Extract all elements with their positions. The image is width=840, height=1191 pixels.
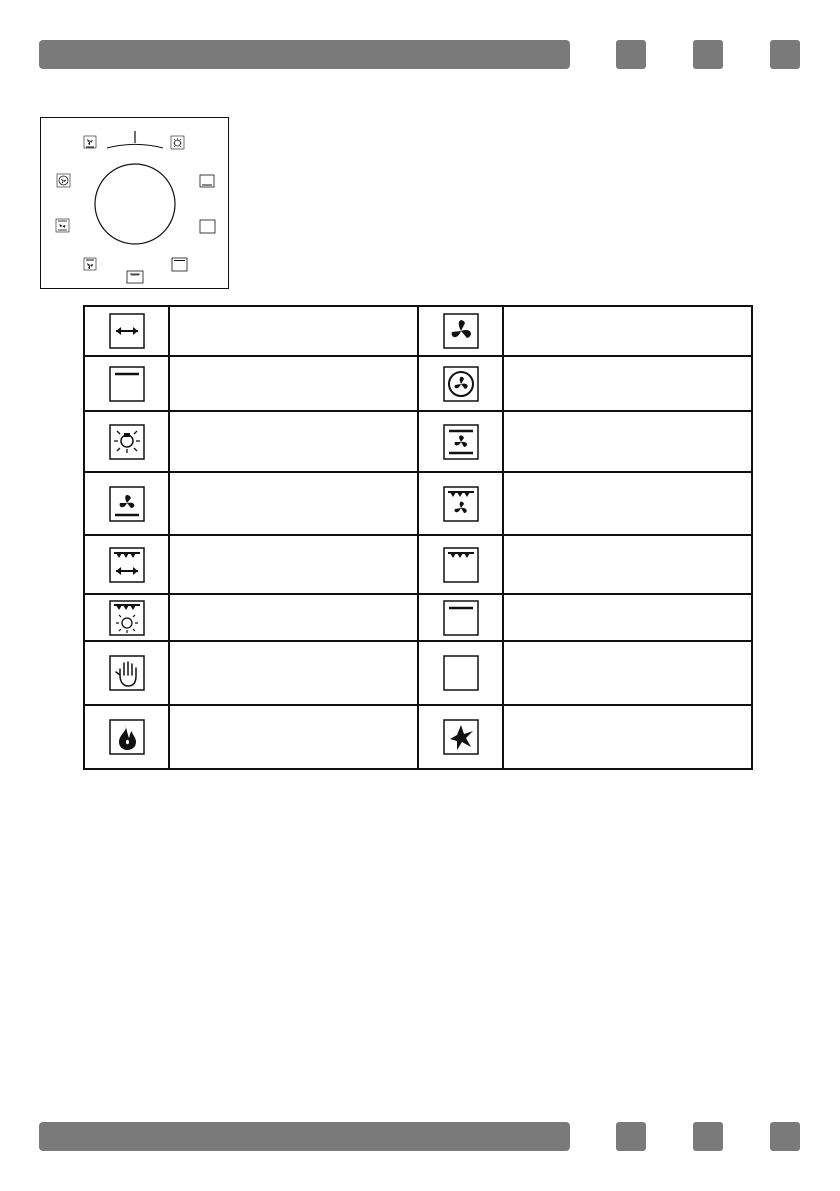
header-square-3 xyxy=(770,40,800,69)
top-heat-icon xyxy=(172,258,187,271)
defrost-arrows-icon xyxy=(109,313,145,349)
top-bottom-fan-icon xyxy=(443,424,479,460)
flame-icon xyxy=(109,719,145,755)
footer-square-3 xyxy=(770,1122,800,1151)
footer-bar xyxy=(39,1122,570,1151)
legend-row xyxy=(84,535,752,594)
oven-functions-legend xyxy=(83,305,753,770)
header-bar xyxy=(39,40,570,69)
off-square-icon xyxy=(200,220,215,233)
lamp-icon xyxy=(171,136,184,149)
fan-bottom-heat-icon xyxy=(84,136,96,148)
header-square-2 xyxy=(693,40,723,69)
legend-row xyxy=(84,306,752,356)
bottom-fan-icon xyxy=(56,219,69,232)
lamp-icon xyxy=(109,424,145,460)
top-heat-icon xyxy=(443,600,479,636)
legend-icon-cell xyxy=(418,306,503,356)
legend-row xyxy=(84,411,752,472)
grill-fan-icon xyxy=(443,486,479,522)
legend-icon-cell xyxy=(84,306,169,356)
legend-row xyxy=(84,356,752,411)
grill-icon xyxy=(443,547,479,583)
fan-icon xyxy=(443,313,479,349)
star-icon xyxy=(443,719,479,755)
legend-row xyxy=(84,641,752,705)
footer-square-1 xyxy=(616,1122,646,1151)
legend-row xyxy=(84,705,752,769)
legend-row xyxy=(84,594,752,641)
grill-fan-icon xyxy=(84,258,96,270)
legend-row xyxy=(84,472,752,535)
fan-bottom-heat-icon xyxy=(109,486,145,522)
top-bottom-heat-icon xyxy=(200,175,214,187)
circular-fan-icon xyxy=(443,366,479,402)
grill-lamp-icon xyxy=(109,600,145,636)
hand-icon xyxy=(109,655,145,691)
grill-arrows-icon xyxy=(109,547,145,583)
grill-icon xyxy=(127,271,143,283)
oven-control-dial-diagram xyxy=(40,117,229,289)
empty-square-icon xyxy=(443,655,479,691)
control-knob[interactable] xyxy=(95,164,175,244)
circular-fan-icon xyxy=(57,174,70,187)
dial-svg xyxy=(41,118,230,290)
top-heat-icon xyxy=(109,366,145,402)
footer-square-2 xyxy=(693,1122,723,1151)
header-square-1 xyxy=(616,40,646,69)
